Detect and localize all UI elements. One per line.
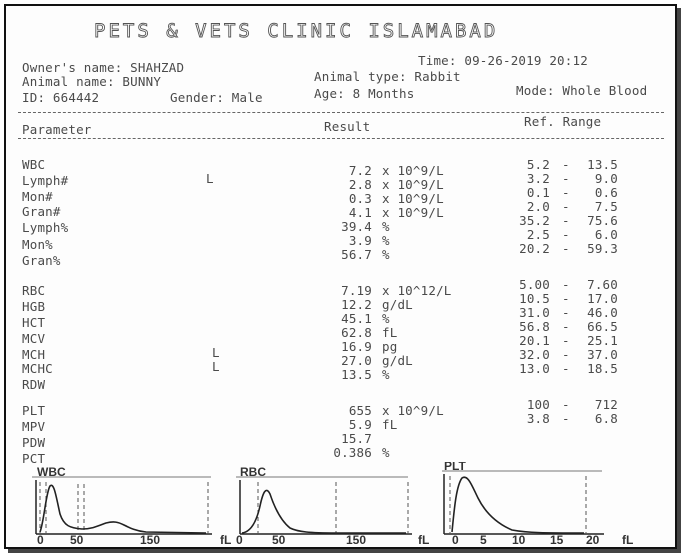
param-name: HGB xyxy=(22,299,46,314)
animal-id: ID: 664442 xyxy=(22,90,100,105)
ref-separator: - xyxy=(562,277,570,292)
rbc-histogram-label: RBC xyxy=(240,465,266,479)
ref-high: 6.0 xyxy=(594,227,618,242)
ref-low: 20.2 xyxy=(519,241,550,256)
ref-high: 25.1 xyxy=(587,333,618,348)
ref-separator: - xyxy=(562,319,570,334)
wbc-unit: fL xyxy=(220,533,232,544)
plt-tick-10: 10 xyxy=(512,533,526,544)
param-name: Gran# xyxy=(22,204,61,219)
param-name: WBC xyxy=(22,157,46,172)
ref-low: 56.8 xyxy=(519,319,550,334)
rbc-tick-150: 150 xyxy=(346,533,367,544)
ref-separator: - xyxy=(562,157,570,172)
param-unit: g/dL xyxy=(382,353,413,368)
ref-separator: - xyxy=(562,411,570,426)
param-value: 39.4 xyxy=(341,219,372,234)
plt-histogram xyxy=(442,462,633,544)
rbc-histogram xyxy=(236,465,429,544)
ref-low: 0.1 xyxy=(526,185,550,200)
ref-high: 17.0 xyxy=(587,291,618,306)
ref-high: 66.5 xyxy=(587,319,618,334)
param-name: MCV xyxy=(22,331,46,346)
ref-high: 59.3 xyxy=(587,241,618,256)
param-value: 0.386 xyxy=(333,445,372,460)
ref-separator: - xyxy=(562,361,570,376)
ref-high: 0.6 xyxy=(594,185,618,200)
wbc-histogram xyxy=(32,465,231,544)
ref-low: 13.0 xyxy=(519,361,550,376)
param-unit: pg xyxy=(382,339,398,354)
rbc-discriminators xyxy=(258,482,408,534)
param-value: 15.7 xyxy=(341,431,372,446)
param-unit: % xyxy=(382,233,390,248)
param-value: 12.2 xyxy=(341,297,372,312)
ref-low: 35.2 xyxy=(519,213,550,228)
param-flag: L xyxy=(212,345,220,360)
ref-separator: - xyxy=(562,185,570,200)
animal-name: Animal name: BUNNY xyxy=(22,74,162,89)
ref-separator: - xyxy=(562,397,570,412)
ref-low: 5.00 xyxy=(519,277,550,292)
plt-histogram-label: PLT xyxy=(444,462,466,473)
param-value: 0.3 xyxy=(348,191,372,206)
ref-high: 18.5 xyxy=(587,361,618,376)
wbc-histogram-label: WBC xyxy=(37,465,66,479)
param-value: 27.0 xyxy=(341,353,372,368)
ref-high: 13.5 xyxy=(587,157,618,172)
param-flag: L xyxy=(206,171,214,186)
ref-high: 7.60 xyxy=(587,277,618,292)
param-unit: % xyxy=(382,445,390,460)
ref-low: 10.5 xyxy=(519,291,550,306)
param-value: 13.5 xyxy=(341,367,372,382)
ref-low: 3.8 xyxy=(526,411,550,426)
wbc-tick-50: 50 xyxy=(70,533,84,544)
plt-tick-5: 5 xyxy=(480,533,487,544)
param-name: Gran% xyxy=(22,253,61,268)
ref-high: 712 xyxy=(594,397,618,412)
param-value: 655 xyxy=(348,403,372,418)
param-name: PDW xyxy=(22,435,46,450)
param-value: 2.8 xyxy=(348,177,372,192)
param-value: 7.2 xyxy=(348,163,372,178)
histograms xyxy=(6,462,675,544)
param-name: HCT xyxy=(22,315,46,330)
rbc-tick-0: 0 xyxy=(236,533,243,544)
param-value: 45.1 xyxy=(341,311,372,326)
param-unit: x 10^12/L xyxy=(382,283,452,298)
owner-name: Owner's name: SHAHZAD xyxy=(22,60,185,75)
rbc-tick-50: 50 xyxy=(272,533,286,544)
param-name: RBC xyxy=(22,283,46,298)
ref-low: 20.1 xyxy=(519,333,550,348)
ref-low: 32.0 xyxy=(519,347,550,362)
ref-separator: - xyxy=(562,199,570,214)
param-name: MCHC xyxy=(22,361,53,376)
ref-high: 9.0 xyxy=(594,171,618,186)
plt-tick-20: 20 xyxy=(586,533,600,544)
wbc-tick-150: 150 xyxy=(140,533,161,544)
ref-low: 100 xyxy=(526,397,550,412)
ref-high: 7.5 xyxy=(594,199,618,214)
param-value: 4.1 xyxy=(348,205,372,220)
wbc-tick-0: 0 xyxy=(37,533,44,544)
wbc-histogram-curve xyxy=(40,485,206,533)
ref-separator: - xyxy=(562,347,570,362)
ref-separator: - xyxy=(562,333,570,348)
separator xyxy=(18,138,664,139)
param-name: MPV xyxy=(22,419,46,434)
param-unit: % xyxy=(382,367,390,382)
param-value: 3.9 xyxy=(348,233,372,248)
plt-tick-15: 15 xyxy=(550,533,564,544)
ref-separator: - xyxy=(562,305,570,320)
param-name: Mon% xyxy=(22,237,53,252)
param-unit: % xyxy=(382,247,390,262)
ref-separator: - xyxy=(562,227,570,242)
sample-mode: Mode: Whole Blood xyxy=(516,83,648,98)
param-unit: fL xyxy=(382,417,398,432)
param-name: PLT xyxy=(22,403,46,418)
ref-low: 2.5 xyxy=(526,227,550,242)
plt-histogram-curve xyxy=(452,477,584,533)
separator xyxy=(18,112,664,113)
ref-separator: - xyxy=(562,241,570,256)
param-unit: x 10^9/L xyxy=(382,191,444,206)
plt-unit: fL xyxy=(622,533,634,544)
ref-high: 37.0 xyxy=(587,347,618,362)
header-parameter: Parameter xyxy=(22,122,92,137)
animal-gender: Gender: Male xyxy=(170,90,263,105)
param-unit: fL xyxy=(382,325,398,340)
ref-separator: - xyxy=(562,171,570,186)
wbc-discriminators xyxy=(40,482,208,534)
param-name: Mon# xyxy=(22,189,53,204)
param-unit: x 10^9/L xyxy=(382,403,444,418)
plt-tick-0: 0 xyxy=(452,533,459,544)
param-value: 56.7 xyxy=(341,247,372,262)
param-name: Lymph# xyxy=(22,173,69,188)
ref-low: 5.2 xyxy=(526,157,550,172)
ref-low: 2.0 xyxy=(526,199,550,214)
ref-separator: - xyxy=(562,291,570,306)
ref-high: 46.0 xyxy=(587,305,618,320)
ref-high: 6.8 xyxy=(594,411,618,426)
param-flag: L xyxy=(212,359,220,374)
param-unit: x 10^9/L xyxy=(382,163,444,178)
ref-low: 3.2 xyxy=(526,171,550,186)
param-name: PCT xyxy=(22,451,46,466)
rbc-histogram-curve xyxy=(242,490,406,533)
param-unit: x 10^9/L xyxy=(382,205,444,220)
param-value: 5.9 xyxy=(348,417,372,432)
param-unit: % xyxy=(382,219,390,234)
param-value: 7.19 xyxy=(341,283,372,298)
param-unit: g/dL xyxy=(382,297,413,312)
header-result: Result xyxy=(324,119,371,134)
rbc-unit: fL xyxy=(418,533,430,544)
param-unit: % xyxy=(382,311,390,326)
header-ref-range: Ref. Range xyxy=(524,114,602,129)
report-time: Time: 09-26-2019 20:12 xyxy=(418,53,588,68)
param-value: 62.8 xyxy=(341,325,372,340)
lab-report xyxy=(4,4,677,549)
clinic-title: PETS & VETS CLINIC ISLAMABAD xyxy=(94,20,499,42)
plt-discriminators xyxy=(450,476,586,534)
animal-type: Animal type: Rabbit xyxy=(314,69,461,84)
param-name: MCH xyxy=(22,347,46,362)
param-value: 16.9 xyxy=(341,339,372,354)
param-unit: x 10^9/L xyxy=(382,177,444,192)
ref-low: 31.0 xyxy=(519,305,550,320)
param-name: Lymph% xyxy=(22,220,69,235)
ref-separator: - xyxy=(562,213,570,228)
param-name: RDW xyxy=(22,377,46,392)
ref-high: 75.6 xyxy=(587,213,618,228)
animal-age: Age: 8 Months xyxy=(314,86,415,101)
